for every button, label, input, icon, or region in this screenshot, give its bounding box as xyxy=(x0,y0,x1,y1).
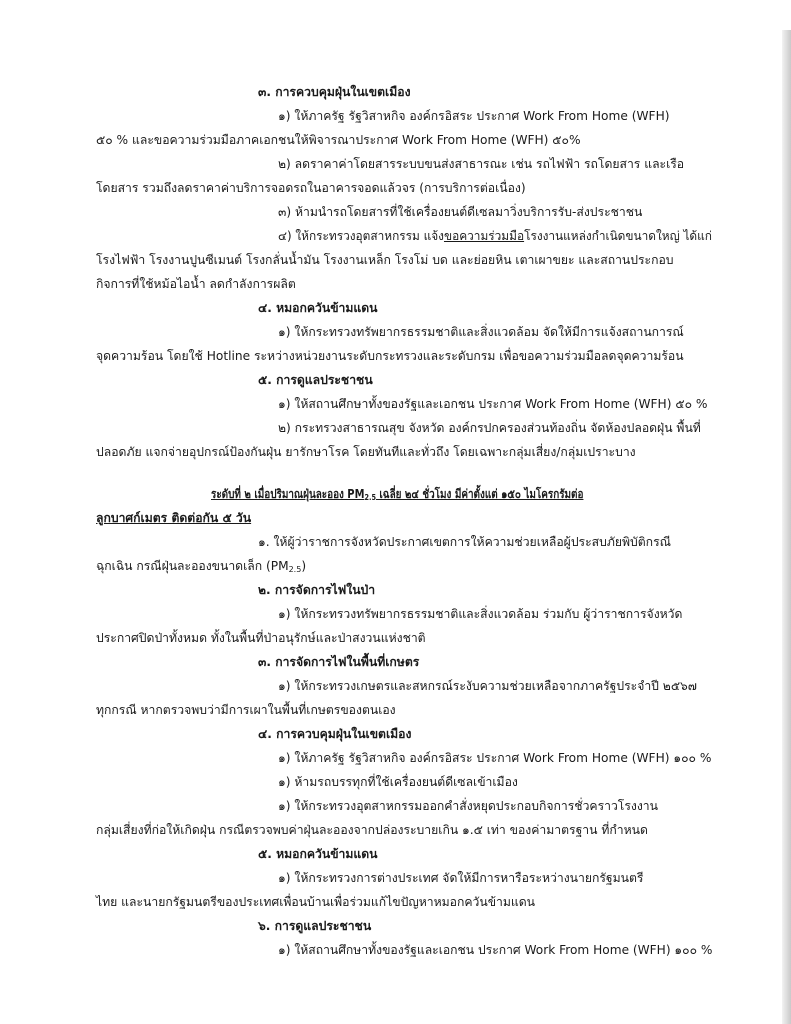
paragraph-line: โดยสาร รวมถึงลดราคาค่าบริการจอดรถในอาคารจอดแล้วจร (การบริการต่อเนื่อง) xyxy=(96,181,526,195)
paragraph-line: ๑) ให้สถานศึกษาทั้งของรัฐและเอกชน ประกาศ Work From Home (WFH) ๑๐๐ % xyxy=(278,943,713,957)
paragraph-line: โรงไฟฟ้า โรงงานปูนซีเมนต์ โรงกลั่นน้ำมัน โรงงานเหล็ก โรงโม่ บด และย่อยหิน เตาเผาขยะ และสถานประกอบ xyxy=(96,253,674,267)
section-heading-urban-dust: ๓. การควบคุมฝุ่นในเขตเมือง xyxy=(258,85,411,99)
section-heading-transboundary: ๔. หมอกควันข้ามแดน xyxy=(258,301,378,315)
subscript: 2.5 xyxy=(288,565,302,574)
text-span: โรงงานแหล่งกำเนิดขนาดใหญ่ ได้แก่ xyxy=(524,229,712,243)
subscript: 2.5 xyxy=(364,493,376,502)
section-heading-agri-fire: ๓. การจัดการไฟในพื้นที่เกษตร xyxy=(258,655,420,669)
text-span: ) xyxy=(301,559,307,573)
level2-heading-line2: ลูกบาศก์เมตร ติดต่อกัน ๕ วัน xyxy=(96,511,252,525)
paragraph-line: ไทย และนายกรัฐมนตรีของประเทศเพื่อนบ้านเพื่อร่วมแก้ไขปัญหาหมอกควันข้ามแดน xyxy=(96,895,536,909)
text-span: ๔) ให้กระทรวงอุตสาหกรรม แจ้ง xyxy=(278,229,444,243)
section-heading-care-l2: ๖. การดูแลประชาชน xyxy=(258,919,372,933)
underlined-text: ขอความร่วมมือ xyxy=(443,229,525,243)
text-span: เฉลี่ย ๒๔ ชั่วโมง มีค่าตั้งแต่ ๑๕๐ ไมโครกรัมต่อ xyxy=(375,487,584,501)
paragraph-line: ๑) ให้กระทรวงการต่างประเทศ จัดให้มีการหารือระหว่างนายกรัฐมนตรี xyxy=(278,871,644,885)
paragraph-line: ทุกกรณี หากตรวจพบว่ามีการเผาในพื้นที่เกษตรของตนเอง xyxy=(96,703,396,717)
section-heading-urban-dust-l2: ๔. การควบคุมฝุ่นในเขตเมือง xyxy=(258,727,412,741)
paragraph-line: ๕๐ % และขอความร่วมมือภาคเอกชนให้พิจารณาประกาศ Work From Home (WFH) ๕๐% xyxy=(96,133,581,147)
paragraph-line: จุดความร้อน โดยใช้ Hotline ระหว่างหน่วยงานระดับกระทรวงและระดับกรม เพื่อขอความร่วมมือลดจุดความร้อน xyxy=(96,349,684,363)
paragraph-line: ประกาศปิดป่าทั้งหมด ทั้งในพื้นที่ป่าอนุรักษ์และป่าสงวนแห่งชาติ xyxy=(96,631,426,645)
paragraph-line: ๓) ห้ามนำรถโดยสารที่ใช้เครื่องยนต์ดีเซลมาวิ่งบริการรับ-ส่งประชาชน xyxy=(278,205,643,219)
paragraph-line: ๑) ให้กระทรวงเกษตรและสหกรณ์ระงับความช่วยเหลือจากภาครัฐประจำปี ๒๕๖๗ xyxy=(278,679,697,693)
paragraph-line: ๑) ให้ภาครัฐ รัฐวิสาหกิจ องค์กรอิสระ ประกาศ Work From Home (WFH) ๑๐๐ % xyxy=(278,751,712,765)
paragraph-line xyxy=(96,556,306,580)
paragraph-line: ๑. ให้ผู้ว่าราชการจังหวัดประกาศเขตการให้ความช่วยเหลือผู้ประสบภัยพิบัติกรณี xyxy=(258,535,671,549)
section-heading-transboundary-l2: ๕. หมอกควันข้ามแดน xyxy=(258,847,378,861)
paragraph-line: ๑) ให้กระทรวงทรัพยากรธรรมชาติและสิ่งแวดล้อม จัดให้มีการแจ้งสถานการณ์ xyxy=(278,325,684,339)
paragraph-line: ๑) ให้ภาครัฐ รัฐวิสาหกิจ องค์กรอิสระ ประกาศ Work From Home (WFH) xyxy=(278,109,670,123)
paragraph-line: ๑) ให้สถานศึกษาทั้งของรัฐและเอกชน ประกาศ Work From Home (WFH) ๕๐ % xyxy=(278,397,708,411)
text-span: ฉุกเฉิน กรณีฝุ่นละอองขนาดเล็ก (PM xyxy=(96,559,289,573)
paragraph-line: ๑) ห้ามรถบรรทุกที่ใช้เครื่องยนต์ดีเซลเข้าเมือง xyxy=(278,775,518,789)
paragraph-line: กิจการที่ใช้หม้อไอน้ำ ลดกำลังการผลิต xyxy=(96,277,296,291)
paragraph-line xyxy=(278,226,712,246)
paragraph-line: ๑) ให้กระทรวงทรัพยากรธรรมชาติและสิ่งแวดล้อม ร่วมกับ ผู้ว่าราชการจังหวัด xyxy=(278,607,683,621)
text-span: ระดับที่ ๒ เมื่อปริมาณฝุ่นละออง PM xyxy=(211,487,365,501)
section-heading-forest-fire: ๒. การจัดการไฟในป่า xyxy=(258,583,376,597)
paragraph-line: ปลอดภัย แจกจ่ายอุปกรณ์ป้องกันฝุ่น ยารักษาโรค โดยทันทีและทั่วถึง โดยเฉพาะกลุ่มเสี่ยง/กลุ่มเปราะบาง xyxy=(96,445,636,459)
paragraph-line: ๑) ให้กระทรวงอุตสาหกรรมออกคำสั่งหยุดประกอบกิจการชั่วคราวโรงงาน xyxy=(278,799,658,813)
level2-heading xyxy=(211,484,712,508)
section-heading-care: ๕. การดูแลประชาชน xyxy=(258,373,373,387)
page-edge-shadow xyxy=(782,30,791,1024)
paragraph-line: กลุ่มเสี่ยงที่ก่อให้เกิดฝุ่น กรณีตรวจพบค่าฝุ่นละอองจากปล่องระบายเกิน ๑.๕ เท่า ของค่ามาตรฐาน ที่กำหนด xyxy=(96,823,648,837)
paragraph-line: ๒) ลดราคาค่าโดยสารระบบขนส่งสาธารณะ เช่น รถไฟฟ้า รถโดยสาร และเรือ xyxy=(278,157,685,171)
paragraph-line: ๒) กระทรวงสาธารณสุข จังหวัด องค์กรปกครองส่วนท้องถิ่น จัดห้องปลอดฝุ่น พื้นที่ xyxy=(278,421,701,435)
